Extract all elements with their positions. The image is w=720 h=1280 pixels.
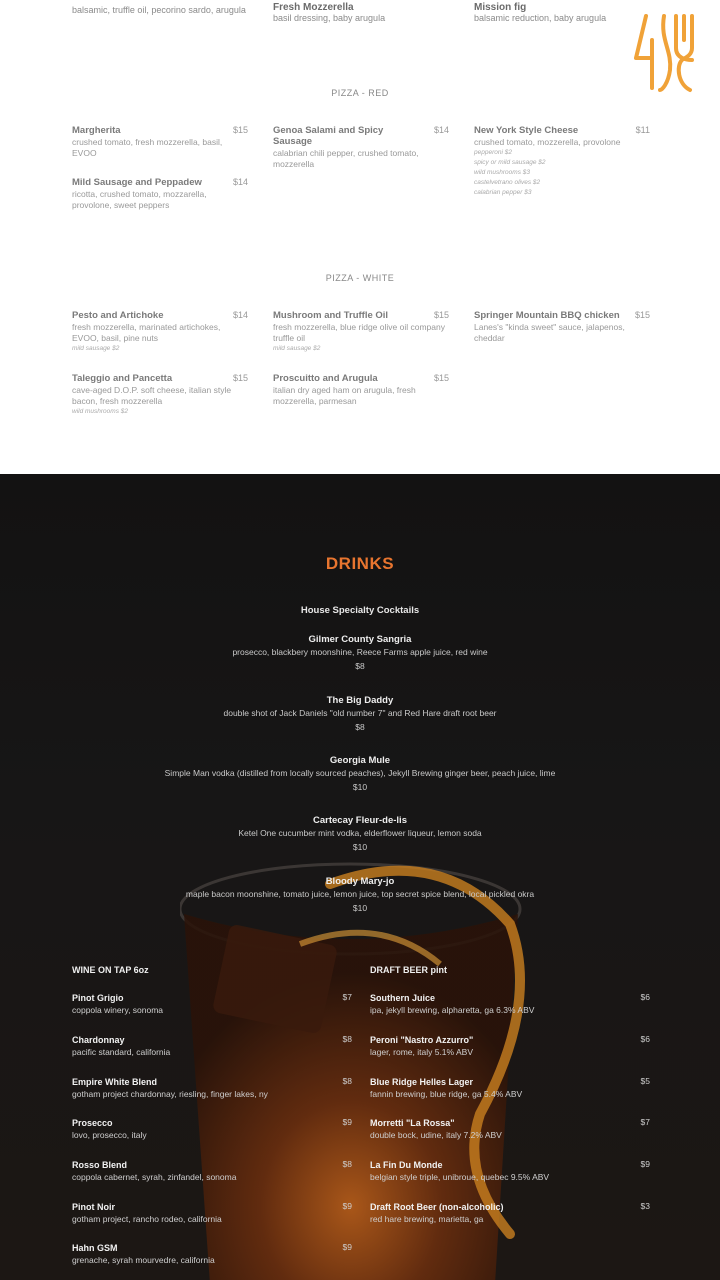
menu-item <box>72 125 248 159</box>
cocktail-name: The Big Daddy <box>326 695 394 706</box>
drink-description: coppola cabernet, syrah, zinfandel, sonoma <box>72 1172 237 1182</box>
item-description: ricotta, crushed tomato, mozzarella, provolone, sweet peppers <box>72 189 207 210</box>
wine-item <box>72 992 352 1017</box>
wine-item <box>72 1117 352 1142</box>
item-description: italian dry aged ham on arugula, fresh mozzerella, parmesan <box>273 385 416 406</box>
drink-price: $5 <box>640 1076 650 1086</box>
item-name: Pesto and Artichoke <box>72 310 164 321</box>
item-name: Genoa Salami and Spicy Sausage <box>273 125 384 147</box>
menu-item <box>273 373 449 407</box>
item-price: $15 <box>232 125 248 135</box>
cocktail-name: Bloody Mary-jo <box>325 876 395 887</box>
cocktail-name: Georgia Mule <box>329 755 391 766</box>
item-name: Taleggio and Pancetta <box>72 373 173 384</box>
item-price: $14 <box>433 125 449 135</box>
cocktail-price: $10 <box>352 842 368 852</box>
drink-description: pacific standard, california <box>72 1047 171 1057</box>
drink-name: Rosso Blend <box>72 1160 128 1170</box>
drink-name: Empire White Blend <box>72 1077 158 1087</box>
wine-item <box>72 1076 352 1101</box>
item-addon: wild mushrooms $2 <box>72 408 128 415</box>
item-price: $11 <box>635 125 650 135</box>
drink-name: Blue Ridge Helles Lager <box>370 1077 474 1087</box>
cocktail-item <box>0 755 720 795</box>
wine-item <box>72 1034 352 1059</box>
item-addon: mild sausage $2 <box>72 345 120 352</box>
drink-price: $7 <box>640 1117 650 1127</box>
item-price: $14 <box>232 177 248 187</box>
drink-name: Prosecco <box>72 1118 113 1128</box>
menu-item-fragment: Fresh Mozzerella basil dressing, baby arugula <box>273 2 386 23</box>
cocktail-item <box>0 695 720 735</box>
item-addon: pepperoni $2 <box>474 149 512 156</box>
menu-item <box>72 373 248 417</box>
beer-item <box>370 1159 650 1184</box>
section-heading-pizza-red: PIZZA - RED <box>331 88 389 98</box>
item-addon: calabrian pepper $3 <box>474 189 532 196</box>
drinks-section <box>0 474 720 1280</box>
drink-description: gotham project, rancho rodeo, california <box>72 1214 222 1224</box>
drink-name: Pinot Grigio <box>72 993 124 1003</box>
drink-description: fannin brewing, blue ridge, ga 5.4% ABV <box>370 1089 523 1099</box>
cocktail-description: double shot of Jack Daniels "old number 7" and Red Hare draft root beer <box>223 708 497 718</box>
wine-item <box>72 1159 352 1184</box>
drink-description: double bock, udine, italy 7.2% ABV <box>370 1130 502 1140</box>
drink-price: $7 <box>342 992 352 1002</box>
drink-price: $9 <box>342 1201 352 1211</box>
item-price: $15 <box>634 310 650 320</box>
cocktail-item <box>0 876 720 916</box>
item-name: Mild Sausage and Peppadew <box>72 177 202 188</box>
menu-item <box>273 310 449 354</box>
item-description: Lanes's "kinda sweet" sauce, jalapenos, cheddar <box>474 322 625 343</box>
cocktail-description: Simple Man vodka (distilled from locally sourced peaches), Jekyll Brewing ginger beer, peach juice, lime <box>164 768 556 778</box>
drink-description: belgian style triple, unibroue, quebec 9.5% ABV <box>370 1172 550 1182</box>
item-price: $14 <box>232 310 248 320</box>
item-name: New York Style Cheese <box>474 125 579 136</box>
menu-item-fragment: balsamic, truffle oil, pecorino sardo, arugula <box>72 5 246 15</box>
drink-name: Southern Juice <box>370 993 436 1003</box>
drinks-title: DRINKS <box>325 554 395 573</box>
wine-item <box>72 1201 352 1226</box>
item-price: $15 <box>433 373 449 383</box>
item-name: Springer Mountain BBQ chicken <box>474 310 620 321</box>
drink-name: Hahn GSM <box>72 1243 118 1253</box>
food-menu-section <box>0 0 720 474</box>
item-description: crushed tomato, fresh mozzerella, basil, EVOO <box>72 137 223 158</box>
beer-item <box>370 1034 650 1059</box>
beer-item <box>370 1076 650 1101</box>
cocktail-name: Cartecay Fleur-de-lis <box>313 815 407 826</box>
menu-item <box>474 125 650 198</box>
drink-price: $6 <box>640 992 650 1002</box>
item-price: $15 <box>232 373 248 383</box>
item-addon: spicy or mild sausage $2 <box>474 159 546 166</box>
drink-name: Morretti "La Rossa" <box>370 1118 455 1128</box>
cocktail-price: $8 <box>355 661 365 671</box>
beer-heading: DRAFT BEER pint <box>370 965 447 975</box>
item-name: Proscuitto and Arugula <box>273 373 378 384</box>
item-addon: castelvetrano olives $2 <box>474 179 541 186</box>
drink-description: gotham project chardonnay, riesling, finger lakes, ny <box>72 1089 268 1099</box>
beer-item <box>370 1201 650 1226</box>
item-price: $15 <box>433 310 449 320</box>
drink-name: Chardonnay <box>72 1035 125 1045</box>
cocktail-description: prosecco, blackbery moonshine, Reece Farms apple juice, red wine <box>232 647 488 657</box>
cocktail-description: Ketel One cucumber mint vodka, elderflower liqueur, lemon soda <box>238 828 482 838</box>
drink-description: lager, rome, italy 5.1% ABV <box>370 1047 473 1057</box>
cocktail-name: Gilmer County Sangria <box>308 634 412 645</box>
drink-price: $6 <box>640 1034 650 1044</box>
cocktail-description: maple bacon moonshine, tomato juice, lemon juice, top secret spice blend, local pickled okra <box>185 889 535 899</box>
menu-item <box>72 310 248 354</box>
drink-description: lovo, prosecco, italy <box>72 1130 147 1140</box>
drink-name: Peroni "Nastro Azzurro" <box>370 1035 474 1045</box>
wine-heading: WINE ON TAP 6oz <box>72 965 149 975</box>
cocktail-item <box>0 815 720 855</box>
menu-item <box>72 177 248 211</box>
cocktail-price: $10 <box>352 903 368 913</box>
drink-name: La Fin Du Monde <box>370 1160 443 1170</box>
item-name: Margherita <box>72 125 121 136</box>
item-description: cave-aged D.O.P. soft cheese, italian style bacon, fresh mozzerella <box>72 385 232 406</box>
wine-item <box>72 1242 352 1267</box>
beer-item <box>370 992 650 1017</box>
item-addon: mild sausage $2 <box>273 345 321 352</box>
cocktail-price: $10 <box>352 782 368 792</box>
drink-description: grenache, syrah mourvedre, california <box>72 1255 215 1265</box>
item-addon: wild mushrooms $3 <box>474 169 530 176</box>
drink-price: $9 <box>342 1117 352 1127</box>
fork-knife-logo-icon[interactable] <box>632 10 704 94</box>
drink-name: Draft Root Beer (non-alcoholic) <box>370 1202 504 1212</box>
drink-price: $9 <box>640 1159 650 1169</box>
item-description: fresh mozzerella, marinated artichokes, EVOO, basil, pine nuts <box>72 322 221 343</box>
menu-item-fragment: Mission fig balsamic reduction, baby arugula <box>474 2 607 23</box>
drink-description: red hare brewing, marietta, ga <box>370 1214 484 1224</box>
drink-description: ipa, jekyll brewing, alpharetta, ga 6.3% ABV <box>370 1005 535 1015</box>
drink-price: $8 <box>342 1159 352 1169</box>
item-name: Mushroom and Truffle Oil <box>273 310 389 321</box>
drink-description: coppola winery, sonoma <box>72 1005 164 1015</box>
menu-item <box>474 310 650 344</box>
menu-item <box>273 125 449 170</box>
item-description: fresh mozzerella, blue ridge olive oil company truffle oil <box>273 322 445 343</box>
drink-price: $9 <box>342 1242 352 1252</box>
beer-item <box>370 1117 650 1142</box>
cocktails-heading: House Specialty Cocktails <box>300 605 420 616</box>
drink-price: $8 <box>342 1034 352 1044</box>
drink-name: Pinot Noir <box>72 1202 115 1212</box>
drink-price: $3 <box>640 1201 650 1211</box>
item-description: crushed tomato, mozzerella, provolone <box>474 137 621 147</box>
cocktail-item <box>0 634 720 674</box>
item-description: calabrian chili pepper, crushed tomato, mozzerella <box>273 148 419 169</box>
section-heading-pizza-white: PIZZA - WHITE <box>325 273 395 283</box>
drink-price: $8 <box>342 1076 352 1086</box>
cocktail-price: $8 <box>355 722 365 732</box>
